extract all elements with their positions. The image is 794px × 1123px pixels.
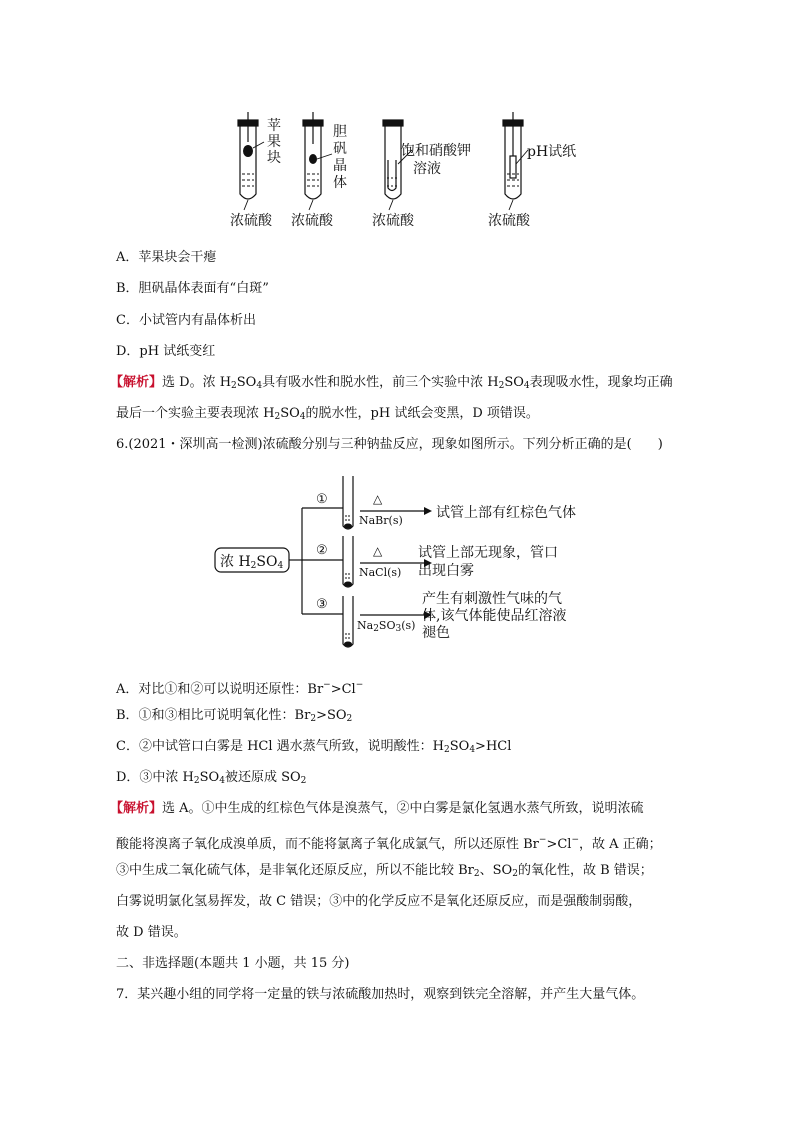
tube-number-2: ② xyxy=(316,543,328,558)
q6-analysis-line5: 故 D 错误。 xyxy=(116,925,187,940)
q5-option-b: B．胆矾晶体表面有“白斑” xyxy=(116,281,269,296)
q5-option-a: A．苹果块会干瘪 xyxy=(116,250,217,265)
apple-label xyxy=(267,118,281,166)
salt-label-3: $Na_2SO_3(s)$ xyxy=(357,619,416,634)
vitriol-label xyxy=(333,124,347,192)
kno3-label-2: 溶液 xyxy=(413,161,441,177)
vitriol-label-4: 体 xyxy=(333,175,347,191)
ph-paper-label: pH试纸 xyxy=(527,144,577,160)
q5-analysis-line1: 【解析】选 D。浓 $H_2SO_4$具有吸水性和脱水性，前三个实验中浓 $H_2SO_4$表现吸水性，现象均正确 xyxy=(110,375,673,391)
vitriol-label-3: 晶 xyxy=(333,158,347,174)
q6-option-b: B．①和③相比可说明氧化性：$Br_2>SO_2$ xyxy=(116,708,353,724)
q5-option-d: D．pH 试纸变红 xyxy=(116,344,216,359)
q6-stem: 6.(2021・深圳高一检测)浓硫酸分别与三种钠盐反应，现象如图所示。下列分析正确的是( ) xyxy=(116,437,663,452)
vitriol-label-1: 胆 xyxy=(333,124,347,140)
observation-2: 试管上部无现象，管口 出现白雾 xyxy=(418,545,558,579)
acid-label-1: 浓硫酸 xyxy=(230,213,272,229)
tube-number-3: ③ xyxy=(316,597,328,612)
heat-symbol-1: △ xyxy=(373,492,383,506)
section-2-heading: 二、非选择题(本题共 1 小题，共 15 分) xyxy=(116,956,350,971)
analysis-tag: 【解析】 xyxy=(110,375,163,390)
q5-option-c: C．小试管内有晶体析出 xyxy=(116,313,256,328)
acid-label-2: 浓硫酸 xyxy=(291,213,333,229)
apple-label-2: 果 xyxy=(267,134,281,150)
observation-1: 试管上部有红棕色气体 xyxy=(436,505,576,521)
q6-analysis-line1: 【解析】选 A。①中生成的红棕色气体是溴蒸气，②中白雾是氯化氢遇水蒸气所致，说明浓硫 xyxy=(110,801,644,816)
kno3-label-1: 饱和硝酸钾 xyxy=(401,143,471,159)
acid-label-3: 浓硫酸 xyxy=(372,213,414,229)
apple-label-3: 块 xyxy=(267,150,281,166)
q6-analysis-line2: 酸能将溴离子氧化成溴单质，而不能将氯离子氧化成氯气，所以还原性 Br−>Cl−，故 A 正确； xyxy=(116,835,662,852)
salt-label-2: NaCl(s) xyxy=(359,566,402,579)
salt-label-1: NaBr(s) xyxy=(359,514,403,527)
q6-option-a: A．对比①和②可以说明还原性：Br−>Cl− xyxy=(116,680,364,697)
vitriol-label-2: 矾 xyxy=(333,141,347,157)
q6-analysis-line4: 白雾说明氯化氢易挥发，故 C 错误；③中的化学反应不是氧化还原反应，而是强酸制弱酸， xyxy=(116,894,642,909)
reagent-label: 浓 $H_2SO_4$ xyxy=(220,554,284,571)
apple-label-1: 苹 xyxy=(267,118,281,134)
q5-analysis-line2: 最后一个实验主要表现浓 $H_2SO_4$的脱水性，pH 试纸会变黑，D 项错误。 xyxy=(116,406,539,422)
tube-number-1: ① xyxy=(316,492,328,507)
q6-option-d: D．③中浓 $H_2SO_4$被还原成 $SO_2$ xyxy=(116,770,307,786)
acid-label-4: 浓硫酸 xyxy=(488,213,530,229)
q6-analysis-line3: ③中生成二氧化硫气体，是非氧化还原反应，所以不能比较 $Br_2$、$SO_2$的氧化性，故 B 错误； xyxy=(116,863,653,879)
q6-option-c: C．②中试管口白雾是 HCl 遇水蒸气所致，说明酸性：$H_2SO_4>HCl$ xyxy=(116,739,512,755)
observation-3: 产生有刺激性气味的气 体,该气体能使品红溶液 褪色 xyxy=(422,591,567,641)
heat-symbol-2: △ xyxy=(373,544,383,558)
q7-stem: 7．某兴趣小组的同学将一定量的铁与浓硫酸加热时，观察到铁完全溶解，并产生大量气体。 xyxy=(116,987,645,1002)
